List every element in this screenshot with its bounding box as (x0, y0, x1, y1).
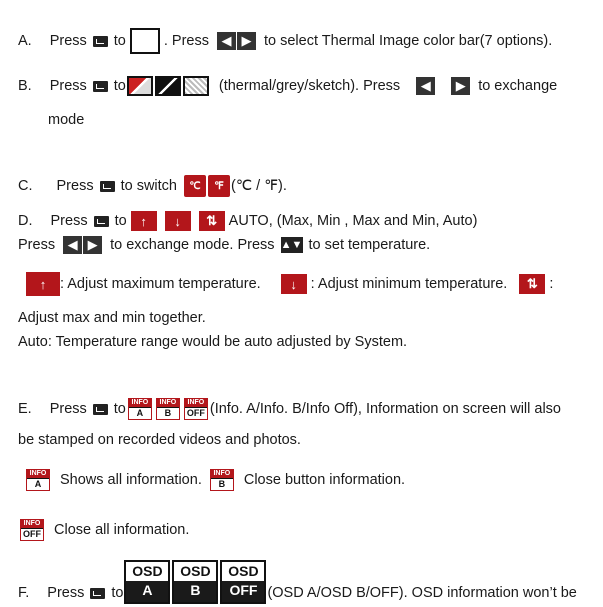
max-min-temp-icon: ⇅ (519, 274, 545, 294)
step-b-cont (48, 112, 84, 128)
step-d-auto (18, 334, 407, 350)
step-letter: E. (18, 401, 32, 417)
info-a-icon: INFO A (26, 469, 50, 491)
text: to exchange mode. Press (110, 237, 275, 253)
right-arrow-icon: ▶ (451, 77, 470, 95)
enter-icon (94, 216, 109, 227)
grey-mode-icon (155, 76, 181, 96)
text: : Adjust minimum temperature. (310, 276, 508, 292)
step-e (18, 398, 561, 420)
color-bar-icon (130, 28, 160, 54)
enter-icon (93, 36, 108, 47)
text: (OSD A/OSD B/OFF). OSD information won’t be (267, 585, 577, 601)
text: (Info. A/Info. B/Info Off), Information on screen will also (209, 401, 561, 417)
info-off-icon: INFO OFF (184, 398, 208, 420)
text: (℃ / ℉). (231, 178, 287, 194)
info-b-icon: INFO B (156, 398, 180, 420)
step-letter: B. (18, 78, 32, 94)
text: to exchange (478, 78, 558, 94)
max-min-temp-icon: ⇅ (199, 211, 225, 231)
info-b-icon: INFO B (210, 469, 234, 491)
text: Press (47, 585, 85, 601)
celsius-icon: ℃ (184, 175, 206, 197)
enter-icon (100, 181, 115, 192)
min-temp-icon: ↓ (165, 211, 191, 231)
osd-a-icon: OSD A (124, 560, 170, 604)
text: to switch (120, 178, 177, 194)
text: . Press (163, 33, 209, 49)
left-right-arrows-icon: ◀ ▶ (217, 32, 256, 50)
up-down-arrows-icon: ▲▼ (280, 239, 303, 251)
text: to set temperature. (308, 237, 431, 253)
step-d-line2 (18, 236, 430, 254)
text: Auto: Temperature range would be auto adjusted by System. (18, 334, 408, 350)
step-b (18, 76, 557, 96)
enter-icon (93, 81, 108, 92)
text: Press (50, 213, 88, 229)
text: Press (49, 401, 87, 417)
text: Adjust max and min together. (18, 310, 206, 326)
step-f (18, 560, 577, 604)
text: : Adjust maximum temperature. (60, 276, 261, 292)
step-d (18, 211, 477, 231)
osd-b-icon: OSD B (172, 560, 218, 604)
text: : (549, 276, 554, 292)
step-letter: D. (18, 213, 33, 229)
step-letter: F. (18, 585, 30, 601)
step-e-legend (24, 469, 405, 491)
text: Press (49, 78, 87, 94)
text: to (114, 213, 127, 229)
step-e-cont (18, 432, 301, 448)
text: to (113, 33, 126, 49)
text: to (113, 78, 126, 94)
sketch-mode-icon (183, 76, 209, 96)
osd-off-icon: OSD OFF (220, 560, 266, 604)
thermal-mode-icon (127, 76, 153, 96)
text: Shows all information. (60, 472, 202, 488)
max-temp-icon: ↑ (26, 272, 60, 296)
text: to (111, 585, 124, 601)
text: be stamped on recorded videos and photos. (18, 432, 301, 448)
text: Close all information. (54, 522, 190, 538)
left-right-arrows-icon: ◀ ▶ (63, 236, 102, 254)
text: to select Thermal Image color bar(7 options). (264, 33, 553, 49)
fahrenheit-icon: ℉ (208, 175, 230, 197)
text: Press (56, 178, 94, 194)
step-letter: C. (18, 178, 33, 194)
info-a-icon: INFO A (128, 398, 152, 420)
left-arrow-icon: ◀ (416, 77, 435, 95)
step-c (18, 175, 287, 197)
step-d-legend (26, 272, 553, 296)
text: Press (18, 237, 56, 253)
text: AUTO, (Max, Min , Max and Min, Auto) (228, 213, 478, 229)
text: Press (49, 33, 87, 49)
text: mode (48, 112, 85, 128)
enter-icon (93, 404, 108, 415)
text: to (113, 401, 126, 417)
enter-icon (90, 588, 105, 599)
step-e-legend2 (18, 519, 189, 541)
text: Close button information. (243, 472, 406, 488)
info-off-icon: INFO OFF (20, 519, 44, 541)
min-temp-icon: ↓ (281, 274, 307, 294)
text: (thermal/grey/sketch). Press (218, 78, 401, 94)
step-a (18, 28, 552, 54)
step-d-legend2 (18, 310, 206, 326)
step-letter: A. (18, 33, 32, 49)
max-temp-icon: ↑ (131, 211, 157, 231)
